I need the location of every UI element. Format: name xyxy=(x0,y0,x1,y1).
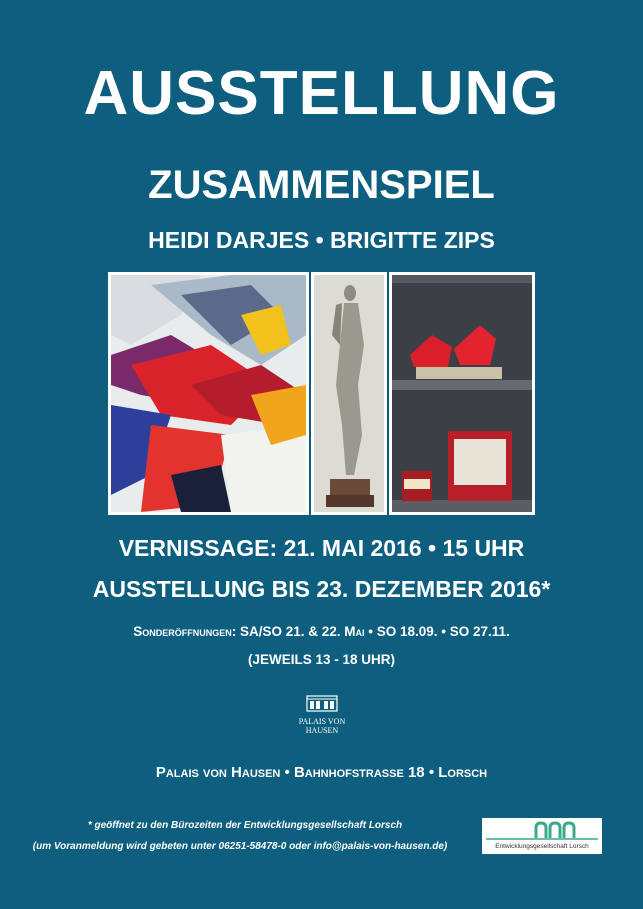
footnote-office-hours: * geöffnet zu den Bürozeiten der Entwicklungsgesellschaft Lorsch xyxy=(87,820,403,831)
sponsor-name: Entwicklungsgesellschaft Lorsch xyxy=(495,843,589,850)
arches-icon xyxy=(482,818,602,844)
venue-address: Palais von Hausen • Bahnhofstrasse 18 • Lorsch xyxy=(155,764,488,781)
logo-text-line1: PALAIS VON xyxy=(298,717,346,726)
sculpture-image xyxy=(311,272,387,515)
sponsor-logo xyxy=(482,818,602,854)
still-life-image xyxy=(389,272,535,515)
exhibition-subtitle: ZUSAMMENSPIEL xyxy=(148,163,495,207)
logo-text-line2: HAUSEN xyxy=(305,726,339,735)
special-openings: Sonderöffnungen: SA/SO 21. & 22. Mai • SO 18.09. • SO 27.11. xyxy=(133,624,510,639)
opening-hours-note: (JEWEILS 13 - 18 UHR) xyxy=(247,652,396,667)
exhibition-title: AUSSTELLUNG xyxy=(83,59,560,128)
abstract-painting-image xyxy=(108,272,309,515)
vernissage-date: VERNISSAGE: 21. MAI 2016 • 15 UHR xyxy=(118,535,525,561)
footnote-registration: (um Voranmeldung wird gebeten unter 06251-58478-0 oder info@palais-von-hausen.de) xyxy=(32,841,448,852)
exhibition-end-date: AUSSTELLUNG BIS 23. DEZEMBER 2016* xyxy=(92,576,551,602)
palais-von-hausen-logo xyxy=(290,694,354,735)
artist-names: HEIDI DARJES • BRIGITTE ZIPS xyxy=(148,227,495,253)
building-icon xyxy=(306,694,338,712)
